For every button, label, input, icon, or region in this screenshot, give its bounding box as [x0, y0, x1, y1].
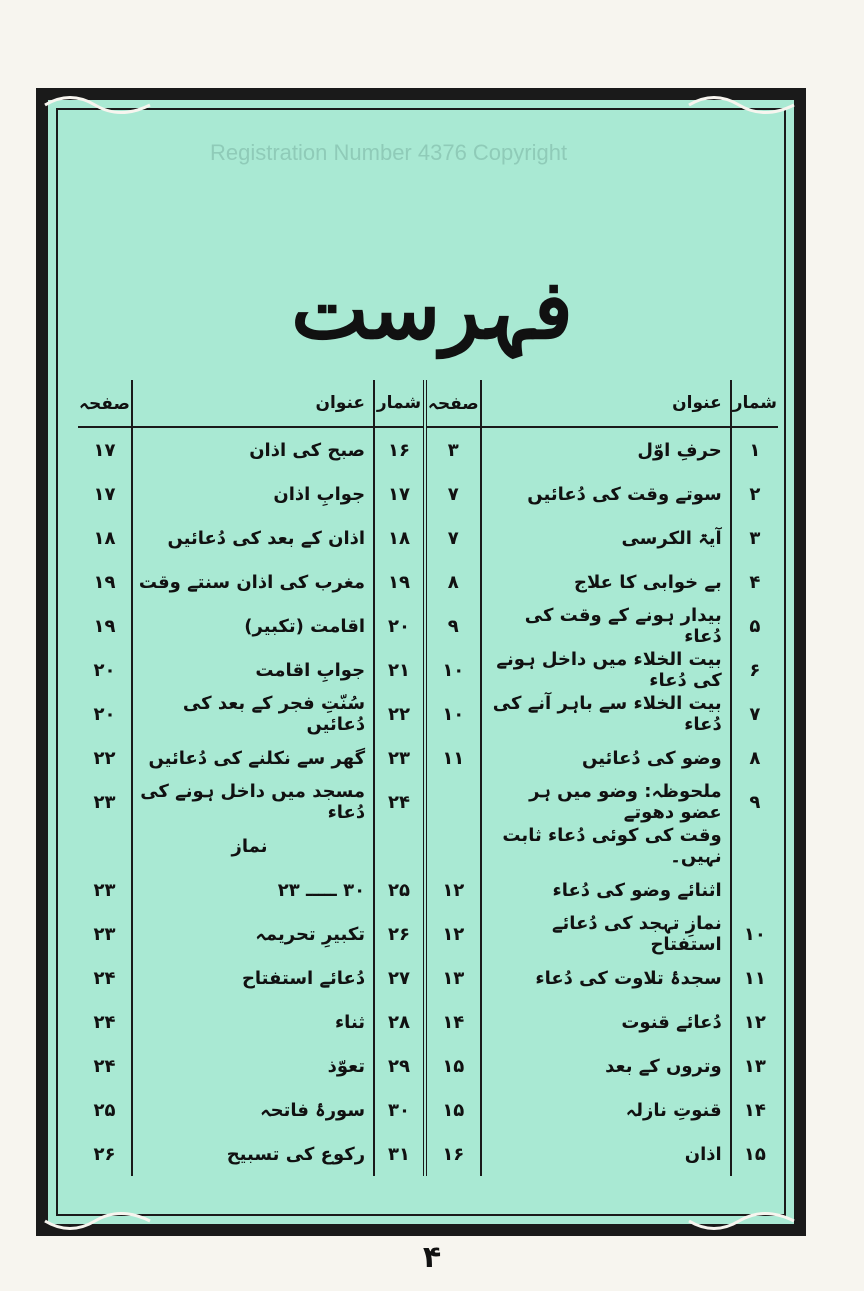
left-title-cell: نماز — [132, 824, 374, 868]
left-num-cell: ۲۶ — [374, 912, 425, 956]
right-num-cell — [731, 868, 778, 912]
right-title-cell: وتروں کے بعد — [481, 1044, 731, 1088]
left-title-cell: سُنّتِ فجر کے بعد کی دُعائیں — [132, 692, 374, 736]
left-page-cell: ۲۳ — [93, 923, 116, 945]
left-title-cell: دُعائے استفتاح — [132, 956, 374, 1000]
right-num-cell: ۱ — [731, 427, 778, 472]
left-num-cell: ۲۰ — [374, 604, 425, 648]
right-page-cell: ۱۲ — [425, 868, 481, 912]
contents-table — [78, 380, 778, 1176]
left-num-cell: ۳۱ — [374, 1132, 425, 1176]
right-num-cell: ۱۵ — [731, 1132, 778, 1176]
left-page-cell: ۱۸ — [93, 527, 116, 549]
right-page-cell: ۳ — [425, 427, 481, 472]
left-page-cell: ۲۴ — [93, 1011, 116, 1033]
right-num-cell: ۹ — [731, 780, 778, 824]
right-title-cell: ملحوظہ: وضو میں ہر عضو دھوتے — [481, 780, 731, 824]
table-row — [78, 604, 778, 648]
right-title-cell: اذان — [481, 1132, 731, 1176]
table-row — [78, 1088, 778, 1132]
right-num-cell: ۳ — [731, 516, 778, 560]
left-num-cell — [374, 824, 425, 868]
right-page-cell — [425, 824, 481, 868]
left-page-cell: ۲۶ — [93, 1143, 116, 1165]
left-title-cell: جوابِ اقامت — [132, 648, 374, 692]
left-num-cell: ۲۳ — [374, 736, 425, 780]
right-page-cell: ۱۱ — [425, 736, 481, 780]
table-row — [78, 472, 778, 516]
right-num-cell: ۷ — [731, 692, 778, 736]
right-num-cell: ۴ — [731, 560, 778, 604]
left-title-cell: صبح کی اذان — [132, 427, 374, 472]
right-title-cell: بیدار ہونے کے وقت کی دُعاء — [481, 604, 731, 648]
right-title-cell: آیۃ الکرسی — [481, 516, 731, 560]
left-page-cell: ۱۹ — [93, 615, 116, 637]
table-row — [78, 427, 778, 472]
left-num-cell: ۱۶ — [374, 427, 425, 472]
right-num-cell: ۶ — [731, 648, 778, 692]
corner-ornament-icon — [40, 1206, 160, 1236]
right-num-cell — [731, 824, 778, 868]
page-title: فہرست — [291, 262, 573, 358]
left-num-cell: ۳۰ — [374, 1088, 425, 1132]
table-row — [78, 516, 778, 560]
right-num-cell: ۱۲ — [731, 1000, 778, 1044]
right-page-cell: ۱۰ — [425, 692, 481, 736]
right-page-cell: ۷ — [425, 472, 481, 516]
header-title-left: عنوان — [132, 380, 374, 427]
right-page-cell: ۱۵ — [425, 1088, 481, 1132]
right-page-cell: ۱۳ — [425, 956, 481, 1000]
left-page-cell: ۲۰ — [93, 703, 116, 725]
left-title-cell: گھر سے نکلنے کی دُعائیں — [132, 736, 374, 780]
left-num-cell: ۲۴ — [374, 780, 425, 824]
right-title-cell: قنوتِ نازلہ — [481, 1088, 731, 1132]
right-title-cell: وقت کی کوئی دُعاء ثابت نہیں۔ — [481, 824, 731, 868]
left-num-cell: ۱۹ — [374, 560, 425, 604]
left-page-cell: ۲۲ — [93, 747, 116, 769]
right-page-cell: ۱۰ — [425, 648, 481, 692]
table-row — [78, 780, 778, 824]
left-num-cell: ۲۱ — [374, 648, 425, 692]
table-row — [78, 912, 778, 956]
right-page-cell: ۱۴ — [425, 1000, 481, 1044]
left-num-cell: ۲۵ — [374, 868, 425, 912]
right-page-cell: ۷ — [425, 516, 481, 560]
right-num-cell: ۱۳ — [731, 1044, 778, 1088]
left-num-cell: ۲۹ — [374, 1044, 425, 1088]
watermark-text: Registration Number 4376 Copyright — [210, 140, 568, 165]
right-page-cell: ۹ — [425, 604, 481, 648]
left-page-cell — [78, 824, 132, 868]
header-page-left: صفحہ — [78, 380, 132, 427]
right-num-cell: ۲ — [731, 472, 778, 516]
right-num-cell: ۱۱ — [731, 956, 778, 1000]
left-num-cell: ۲۸ — [374, 1000, 425, 1044]
page-number: ۴ — [422, 1240, 442, 1275]
left-title-cell: ثناء — [132, 1000, 374, 1044]
right-title-cell: بیت الخلاء سے باہر آنے کی دُعاء — [481, 692, 731, 736]
table-row — [78, 692, 778, 736]
right-page-cell — [425, 780, 481, 824]
left-title-cell: مغرب کی اذان سنتے وقت — [132, 560, 374, 604]
left-title-cell: رکوع کی تسبیح — [132, 1132, 374, 1176]
left-page-cell: ۲۵ — [93, 1099, 116, 1121]
corner-ornament-icon — [684, 90, 804, 120]
left-page-cell: ۱۷ — [93, 483, 116, 505]
left-title-cell: اذان کے بعد کی دُعائیں — [132, 516, 374, 560]
table-row — [78, 1044, 778, 1088]
left-title-cell: مسجد میں داخل ہونے کی دُعاء — [132, 780, 374, 824]
table-row — [78, 560, 778, 604]
right-title-cell: بے خوابی کا علاج — [481, 560, 731, 604]
right-title-cell: وضو کی دُعائیں — [481, 736, 731, 780]
left-num-cell: ۱۸ — [374, 516, 425, 560]
left-num-cell: ۱۷ — [374, 472, 425, 516]
left-title-cell: سورۂ فاتحہ — [132, 1088, 374, 1132]
right-num-cell: ۵ — [731, 604, 778, 648]
right-title-cell: دُعائے قنوت — [481, 1000, 731, 1044]
left-page-cell: ۲۰ — [93, 659, 116, 681]
table-row — [78, 736, 778, 780]
table-row — [78, 1132, 778, 1176]
header-page-right: صفحہ — [425, 380, 481, 427]
left-page-cell: ۲۴ — [93, 967, 116, 989]
right-num-cell: ۸ — [731, 736, 778, 780]
table-row — [78, 956, 778, 1000]
corner-ornament-icon — [40, 90, 160, 120]
table-row — [78, 648, 778, 692]
right-page-cell: ۸ — [425, 560, 481, 604]
left-page-cell: ۲۳ — [93, 879, 116, 901]
right-title-cell: نمازِ تہجد کی دُعائے استفتاح — [481, 912, 731, 956]
left-page-cell: ۲۴ — [93, 1055, 116, 1077]
left-title-cell: ۳۰ ـــــ ۲۳ — [132, 868, 374, 912]
right-title-cell: سوتے وقت کی دُعائیں — [481, 472, 731, 516]
right-page-cell: ۱۵ — [425, 1044, 481, 1088]
left-title-cell: تکبیرِ تحریمہ — [132, 912, 374, 956]
right-num-cell: ۱۰ — [731, 912, 778, 956]
left-title-cell: جوابِ اذان — [132, 472, 374, 516]
right-num-cell: ۱۴ — [731, 1088, 778, 1132]
table-header-row — [78, 380, 778, 427]
corner-ornament-icon — [684, 1206, 804, 1236]
header-title-right: عنوان — [481, 380, 731, 427]
table-row — [78, 824, 778, 868]
left-title-cell: اقامت (تکبیر) — [132, 604, 374, 648]
left-page-cell: ۲۳ — [93, 791, 116, 813]
header-num-left: شمار — [374, 380, 425, 427]
right-title-cell: بیت الخلاء میں داخل ہونے کی دُعاء — [481, 648, 731, 692]
left-page-cell: ۱۹ — [93, 571, 116, 593]
left-num-cell: ۲۲ — [374, 692, 425, 736]
left-num-cell: ۲۷ — [374, 956, 425, 1000]
right-title-cell: سجدۂ تلاوت کی دُعاء — [481, 956, 731, 1000]
right-page-cell: ۱۲ — [425, 912, 481, 956]
left-title-cell: تعوّذ — [132, 1044, 374, 1088]
table-row — [78, 1000, 778, 1044]
table-row — [78, 868, 778, 912]
right-title-cell: حرفِ اوّل — [481, 427, 731, 472]
left-page-cell: ۱۷ — [93, 439, 116, 461]
header-num-right: شمار — [731, 380, 778, 427]
right-page-cell: ۱۶ — [425, 1132, 481, 1176]
right-title-cell: اثنائے وضو کی دُعاء — [481, 868, 731, 912]
